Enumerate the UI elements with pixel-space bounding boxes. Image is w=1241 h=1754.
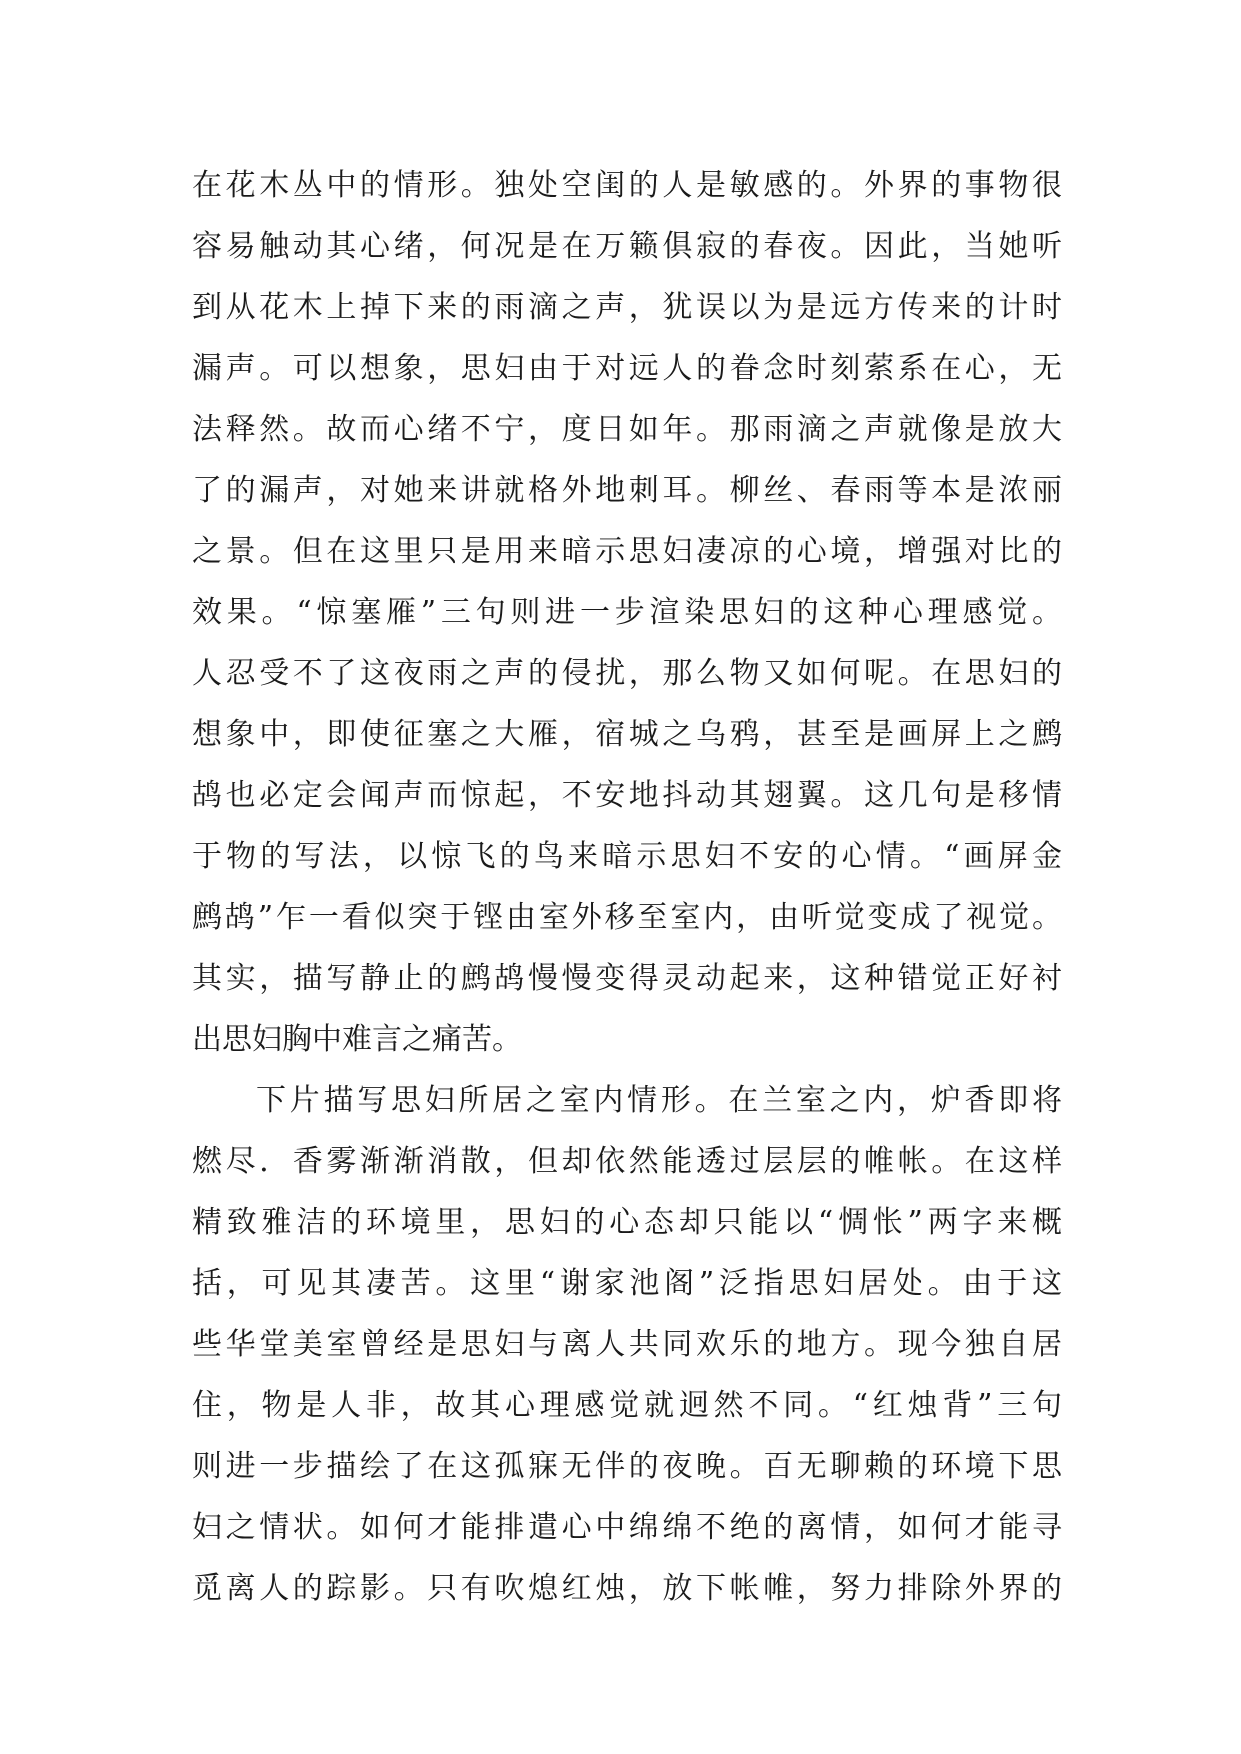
- text-line: 出思妇胸中难言之痛苦。: [192, 1022, 522, 1057]
- text-line: 括，可见其凄苦。这里“谢家池阁”泛指思妇居处。由于这: [192, 1266, 1062, 1301]
- text-line: 漏声。可以想象，思妇由于对远人的眷念时刻萦系在心，无: [192, 351, 1062, 386]
- text-line: 则进一步描绘了在这孤寐无伴的夜晚。百无聊赖的环境下思: [192, 1449, 1062, 1484]
- text-line: 住，物是人非，故其心理感觉就迥然不同。“红烛背”三句: [192, 1388, 1062, 1423]
- body-text: [192, 155, 1062, 1619]
- paragraph-first-line: 下片描写思妇所居之室内情形。在兰室之内，炉香即将: [256, 1083, 1062, 1118]
- text-line: 到从花木上掉下来的雨滴之声，犹误以为是远方传来的计时: [192, 290, 1062, 325]
- text-line: 鸪也必定会闻声而惊起，不安地抖动其翅翼。这几句是移情: [192, 778, 1062, 813]
- text-line: 燃尽．香雾渐渐消散，但却依然能透过层层的帷帐。在这样: [192, 1144, 1062, 1179]
- text-line: 些华堂美室曾经是思妇与离人共同欢乐的地方。现今独自居: [192, 1327, 1062, 1362]
- text-line: 法释然。故而心绪不宁，度日如年。那雨滴之声就像是放大: [192, 412, 1062, 447]
- text-line: 于物的写法，以惊飞的鸟来暗示思妇不安的心情。“画屏金: [192, 839, 1062, 874]
- text-line: 想象中，即使征塞之大雁，宿城之乌鸦，甚至是画屏上之鹧: [192, 717, 1062, 752]
- text-line: 其实，描写静止的鹧鸪慢慢变得灵动起来，这种错觉正好衬: [192, 961, 1062, 996]
- text-line: 妇之情状。如何才能排遣心中绵绵不绝的离情，如何才能寻: [192, 1510, 1062, 1545]
- text-line: 效果。“惊塞雁”三句则进一步渲染思妇的这种心理感觉。: [192, 595, 1062, 630]
- text-line: 了的漏声，对她来讲就格外地刺耳。柳丝、春雨等本是浓丽: [192, 473, 1062, 508]
- text-line: 鹧鸪”乍一看似突于铿由室外移至室内，由听觉变成了视觉。: [192, 900, 1062, 935]
- text-line: 之景。但在这里只是用来暗示思妇凄凉的心境，增强对比的: [192, 534, 1062, 569]
- text-line: 容易触动其心绪，何况是在万籁俱寂的春夜。因此，当她听: [192, 229, 1062, 264]
- text-line: 人忍受不了这夜雨之声的侵扰，那么物又如何呢。在思妇的: [192, 656, 1062, 691]
- text-line: 觅离人的踪影。只有吹熄红烛，放下帐帷，努力排除外界的: [192, 1571, 1062, 1606]
- text-line: 在花木丛中的情形。独处空闺的人是敏感的。外界的事物很: [192, 168, 1062, 203]
- text-line: 精致雅洁的环境里，思妇的心态却只能以“惆怅”两字来概: [192, 1205, 1062, 1240]
